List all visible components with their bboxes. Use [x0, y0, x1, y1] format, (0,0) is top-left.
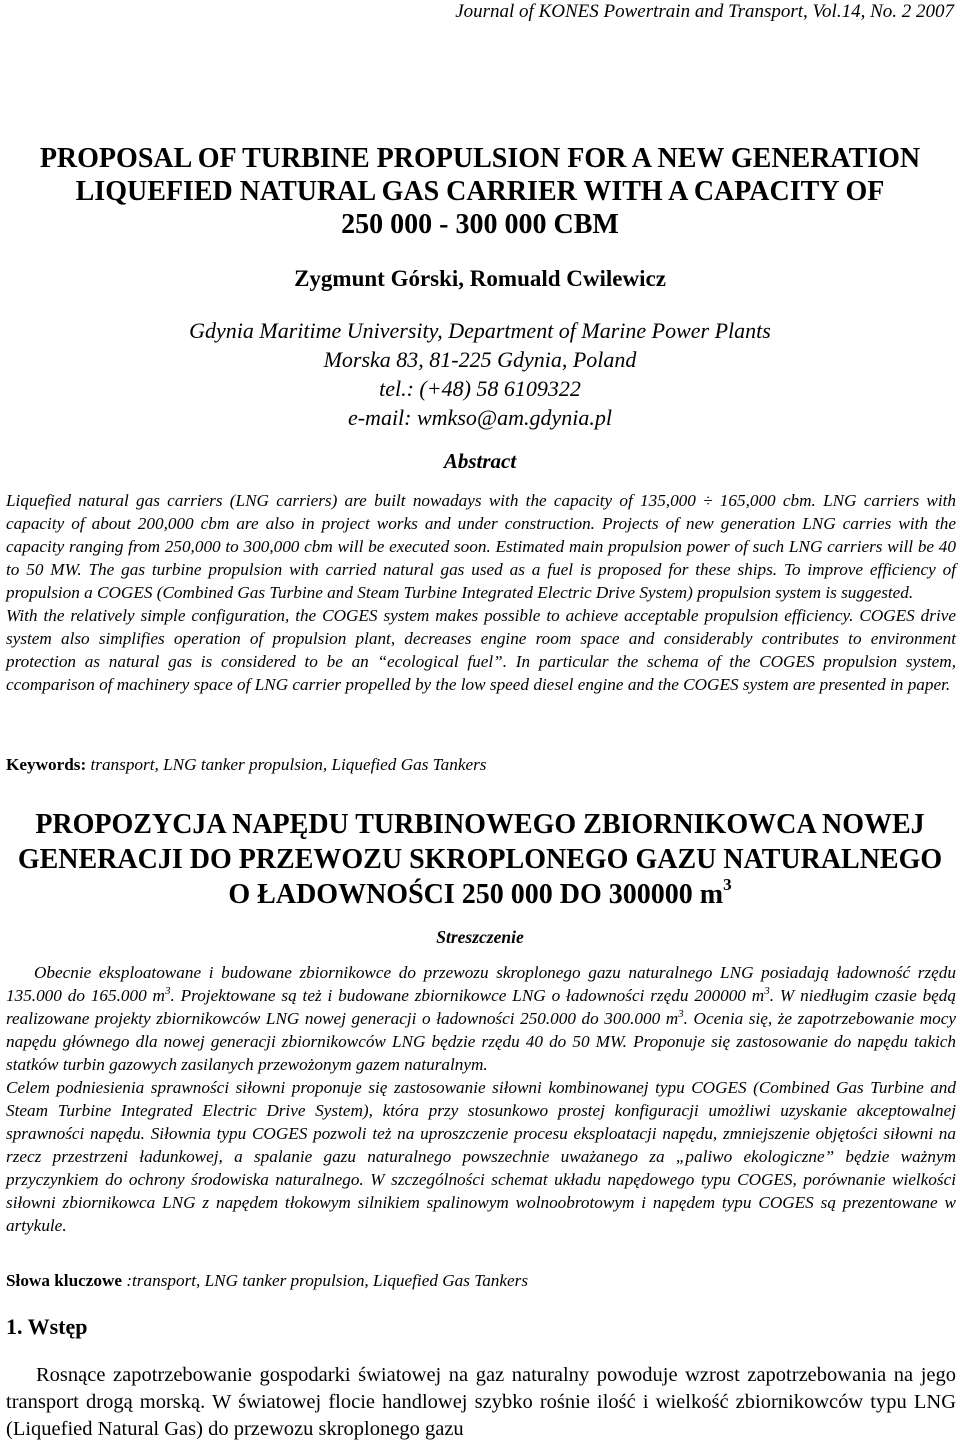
streszczenie-p1-part-d: . Ocenia się, że zapotrzebowanie mocy napędu głównego dla nowej generacji zbiornikowców LNG będzie rzędu 40 do 50 MW. Proponuje się zastosowanie do napędu takich statków turbin gazowych zasilanych przewożonym gazem naturalnym. — [6, 1009, 956, 1074]
polish-title-superscript: 3 — [723, 875, 732, 894]
slowa-kluczowe-label: Słowa kluczowe — [6, 1271, 123, 1290]
slowa-kluczowe — [6, 1269, 528, 1292]
slowa-kluczowe-text: :transport, LNG tanker propulsion, Liquefied Gas Tankers — [122, 1271, 529, 1290]
abstract-body — [6, 489, 956, 696]
paper-title — [0, 142, 960, 241]
polish-title-line-1: PROPOZYCJA NAPĘDU TURBINOWEGO ZBIORNIKOWCA NOWEJ — [35, 809, 925, 840]
streszczenie-p1-part-c: . W niedługim czasie będą realizowane projekty zbiornikowców LNG nowej generacji o ładowności 250.000 do 300.000 m — [6, 986, 956, 1028]
title-line-3: 250 000 - 300 000 CBM — [341, 209, 619, 240]
affiliation-line-1: Gdynia Maritime University, Department of Marine Power Plants — [189, 318, 771, 343]
polish-title-line-2: GENERACJI DO PRZEWOZU SKROPLONEGO GAZU NATURALNEGO — [17, 844, 943, 875]
authors: Zygmunt Górski, Romuald Cwilewicz — [294, 266, 666, 291]
streszczenie-paragraph-2: Celem podniesienia sprawności siłowni proponuje się zastosowanie siłowni kombinowanej typu COGES (Combined Gas Turbine and Steam Turbine Integrated Electric Drive System), która przy stosunkowo prostej konfiguracji umożliwi uzyskanie akceptowalnej sprawności napędu. Siłownia typu COGES pozwoli też na uproszczenie procesu eksploatacji napędu, zmniejszenie objętości siłowni na rzecz przestrzeni ładunkowej, a spalanie gazu naturalnego powszechnie uważanego za „paliwo ekologiczne” będzie ważnym przyczynkiem do ochrony środowiska naturalnego. W szczególności schemat układu napędowego typu COGES, porównanie wielkości siłowni zbiornikowca LNG z napędem tłokowym silnikiem spalinowym wolnoobrotowym i napędem typu COGES są prezentowane w artykule. — [6, 1078, 956, 1235]
keywords-label: Keywords: — [6, 755, 87, 774]
affiliation-email: e-mail: wmkso@am.gdynia.pl — [347, 405, 613, 430]
superscript: 3 — [678, 1008, 684, 1020]
polish-title-line-3-wrap — [0, 877, 960, 912]
keywords — [6, 753, 486, 776]
abstract-heading: Abstract — [443, 449, 517, 473]
streszczenie-p1-part-b: . Projektowane są też i budowane zbiornikowce LNG o ładowności rzędu 200000 m — [170, 986, 765, 1005]
title-line-2: LIQUEFIED NATURAL GAS CARRIER WITH A CAPACITY OF — [75, 176, 885, 207]
journal-header: Journal of KONES Powertrain and Transport, Vol.14, No. 2 2007 — [455, 1, 954, 22]
streszczenie-body — [6, 961, 956, 1237]
section-heading: 1. Wstęp — [6, 1314, 88, 1339]
affiliation-line-3: tel.: (+48) 58 6109322 — [379, 376, 581, 401]
abstract-paragraph-2: With the relatively simple configuration, the COGES system makes possible to achieve acceptable propulsion efficiency. COGES drive system also simplifies operation of propulsion plant, decreases engine room space and considerably contributes to environment protection as natural gas is considered to be an “ecological fuel”. In particular the schema of the COGES propulsion system, ccomparison of machinery space of LNG carrier propelled by the low speed diesel engine and the COGES system are presented in paper. — [6, 606, 956, 694]
polish-title — [0, 807, 960, 912]
affiliation — [0, 316, 960, 432]
section-body — [6, 1362, 956, 1443]
streszczenie-paragraph-1 — [6, 961, 956, 1076]
superscript: 3 — [764, 985, 770, 997]
superscript: 3 — [164, 985, 171, 997]
abstract-paragraph-1: Liquefied natural gas carriers (LNG carriers) are built nowadays with the capacity of 135,000 ÷ 165,000 cbm. LNG carriers with capacity of about 200,000 cbm are also in project works and under construction. Projects of new generation LNG carries with the capacity ranging from 250,000 to 300,000 cbm will be executed soon. Estimated main propulsion power of such LNG carriers will be 40 to 50 MW. The gas turbine propulsion with carried natural gas used as a fuel is proposed for these ships. To improve efficiency of propulsion a COGES (Combined Gas Turbine and Steam Turbine Integrated Electric Drive System) propulsion system is suggested. — [6, 491, 956, 602]
streszczenie-p1-part-a: Obecnie eksploatowane i budowane zbiornikowce do przewozu skroplonego gazu naturalnego LNG posiadają ładowność rzędu 135.000 do 165.000 m — [6, 963, 956, 1005]
keywords-text: transport, LNG tanker propulsion, Liquefied Gas Tankers — [86, 755, 487, 774]
affiliation-line-2: Morska 83, 81-225 Gdynia, Poland — [323, 347, 637, 372]
polish-title-line-3: O ŁADOWNOŚCI 250 000 DO 300000 m — [228, 879, 724, 910]
title-line-1: PROPOSAL OF TURBINE PROPULSION FOR A NEW GENERATION — [39, 143, 921, 174]
streszczenie-heading: Streszczenie — [436, 927, 524, 947]
section-paragraph: Rosnące zapotrzebowanie gospodarki światowej na gaz naturalny powoduje wzrost zapotrzebowania na jego transport drogą morską. W światowej flocie handlowej szybko rośnie ilość i wielkość zbiornikowców typu LNG (Liquefied Natural Gas) do przewozu skroplonego gazu — [6, 1364, 956, 1440]
